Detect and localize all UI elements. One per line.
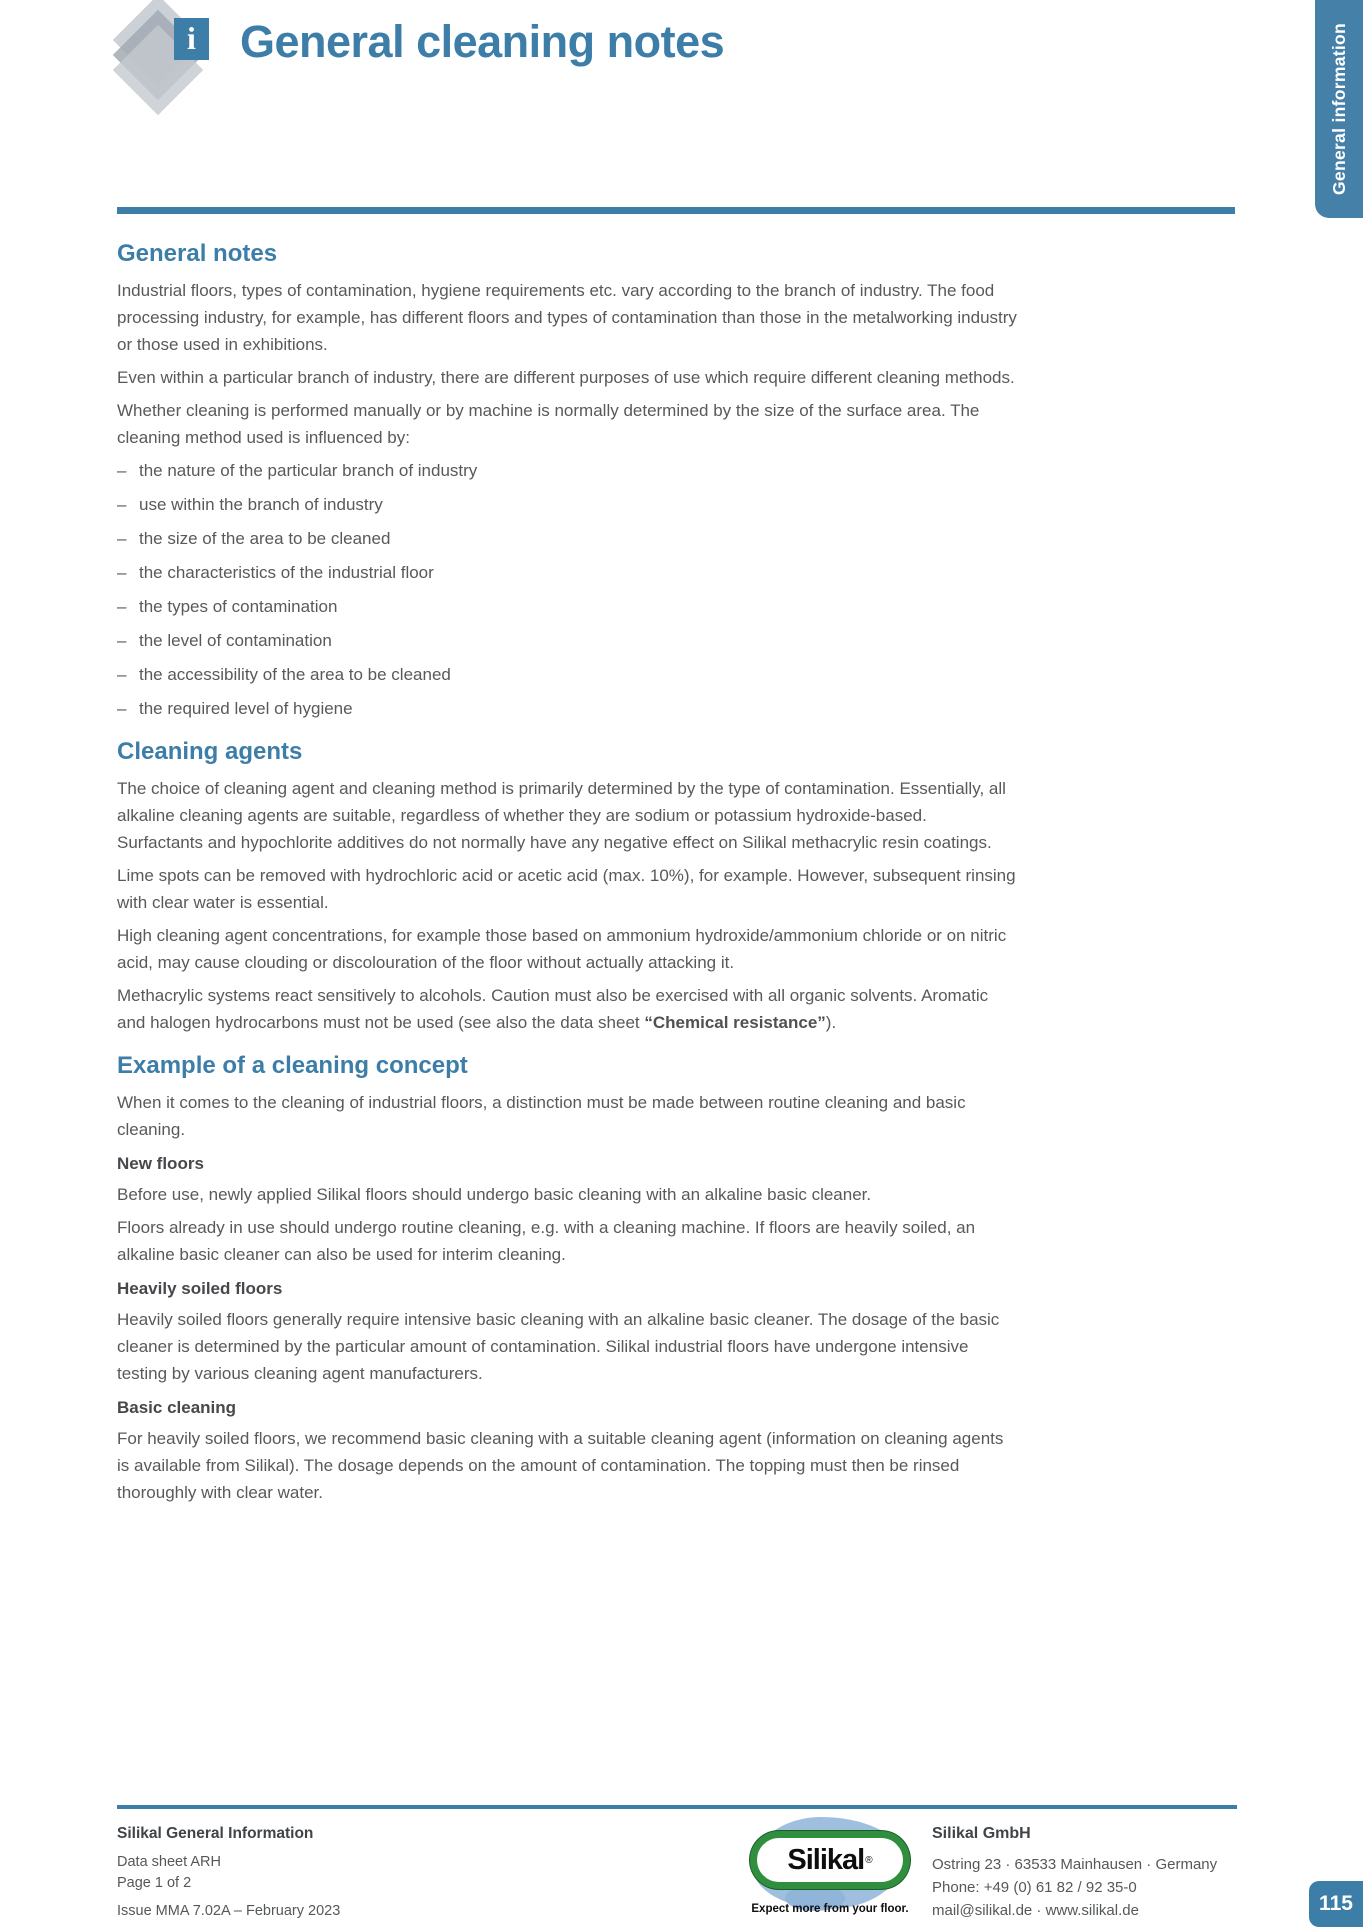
silikal-logo-pill bbox=[750, 1831, 910, 1889]
info-icon bbox=[174, 18, 209, 60]
list-item bbox=[117, 525, 1017, 552]
footer-doc-title: Silikal General Information bbox=[117, 1825, 314, 1842]
company-address: Ostring 23 · 63533 Mainhausen · Germany bbox=[932, 1856, 1218, 1873]
list-item bbox=[117, 627, 1017, 654]
footer-issue: Issue MMA 7.02A – February 2023 bbox=[117, 1903, 341, 1919]
info-glyph: i bbox=[187, 20, 196, 56]
dash-marker: – bbox=[117, 665, 127, 684]
bullet-list bbox=[117, 457, 1235, 722]
silikal-logo bbox=[745, 1815, 915, 1915]
dash-marker: – bbox=[117, 495, 127, 514]
dash-marker: – bbox=[117, 529, 127, 548]
list-item bbox=[117, 559, 1017, 586]
subheading-basic-cleaning: Basic cleaning bbox=[117, 1398, 237, 1417]
dash-marker: – bbox=[117, 461, 127, 480]
paragraph: Heavily soiled floors generally require intensive basic cleaning with an alkaline basic cleaner. The dosage of the basic cleaner is determined by the particular amount of contamination. Silikal industrial floors have undergone intensive testing by various cleaning agent manufacturers. bbox=[117, 1310, 1000, 1383]
footer-page-count: Page 1 of 2 bbox=[117, 1875, 192, 1891]
list-item-text: the level of contamination bbox=[139, 631, 332, 650]
list-item-text: the size of the area to be cleaned bbox=[139, 529, 391, 548]
list-item-text: the required level of hygiene bbox=[139, 699, 353, 718]
list-item bbox=[117, 661, 1017, 688]
section-heading-cleaning-agents: Cleaning agents bbox=[117, 738, 303, 765]
header-divider bbox=[117, 207, 1235, 214]
dash-marker: – bbox=[117, 597, 127, 616]
section-tab-label: General information bbox=[1328, 23, 1349, 195]
paragraph: When it comes to the cleaning of industrial floors, a distinction must be made between routine cleaning and basic cleaning. bbox=[117, 1093, 966, 1139]
paragraph: Whether cleaning is performed manually or by machine is normally determined by the size of the surface area. The cleaning method used is influenced by: bbox=[117, 401, 980, 447]
silikal-logo-text: Silikal bbox=[787, 1843, 865, 1876]
bold-reference: “Chemical resistance” bbox=[644, 1013, 826, 1032]
paragraph-text: ). bbox=[825, 1013, 837, 1032]
paragraph: Lime spots can be removed with hydrochloric acid or acetic acid (max. 10%), for example. However, subsequent rinsing with clear water is essential. bbox=[117, 866, 1016, 912]
list-item-text: use within the branch of industry bbox=[139, 495, 383, 514]
page-number-badge: 115 bbox=[1309, 1881, 1363, 1927]
list-item-text: the types of contamination bbox=[139, 597, 338, 616]
footer-datasheet: Data sheet ARH bbox=[117, 1854, 221, 1870]
company-name: Silikal GmbH bbox=[932, 1825, 1031, 1842]
list-item bbox=[117, 695, 1017, 722]
subheading-heavily-soiled-floors: Heavily soiled floors bbox=[117, 1279, 283, 1298]
section-heading-cleaning-concept: Example of a cleaning concept bbox=[117, 1052, 468, 1079]
dash-marker: – bbox=[117, 699, 127, 718]
footer-divider bbox=[117, 1805, 1237, 1809]
dash-marker: – bbox=[117, 631, 127, 650]
paragraph-text: Methacrylic systems react sensitively to alcohols. Caution must also be exercised with all organic solvents. Aromatic and halogen hydrocarbons must not be used (see also the data sheet bbox=[117, 986, 989, 1032]
subheading-new-floors: New floors bbox=[117, 1154, 204, 1173]
company-phone: Phone: +49 (0) 61 82 / 92 35-0 bbox=[932, 1879, 1137, 1896]
list-item bbox=[117, 593, 1017, 620]
paragraph: Floors already in use should undergo routine cleaning, e.g. with a cleaning machine. If floors are heavily soiled, an alkaline basic cleaner can also be used for interim cleaning. bbox=[117, 1218, 976, 1264]
company-web: mail@silikal.de · www.silikal.de bbox=[932, 1902, 1139, 1919]
section-tab-general-information bbox=[1315, 0, 1363, 218]
dash-marker: – bbox=[117, 563, 127, 582]
list-item-text: the accessibility of the area to be cleaned bbox=[139, 665, 451, 684]
paragraph: The choice of cleaning agent and cleaning method is primarily determined by the type of contamination. Essentially, all alkaline cleaning agents are suitable, regardless of whether they are sodium or potassium hydroxide-based. Surfactants and hypochlorite additives do not normally have any negative effect on Silikal methacrylic resin coatings. bbox=[117, 779, 1006, 852]
list-item-text: the nature of the particular branch of industry bbox=[139, 461, 478, 480]
paragraph: High cleaning agent concentrations, for example those based on ammonium hydroxide/ammonium chloride or on nitric acid, may cause clouding or discolouration of the floor without actually attacking it. bbox=[117, 926, 1007, 972]
logo-tagline: Expect more from your floor. bbox=[751, 1903, 909, 1915]
footer-meta bbox=[117, 1825, 340, 1922]
list-item-text: the characteristics of the industrial floor bbox=[139, 563, 434, 582]
company-info bbox=[932, 1825, 1217, 1922]
section-heading-general-notes: General notes bbox=[117, 240, 278, 267]
info-layers-icon bbox=[98, 6, 220, 114]
list-item bbox=[117, 457, 1017, 484]
paragraph bbox=[117, 982, 1017, 1036]
registered-mark: ® bbox=[865, 1854, 873, 1866]
list-item bbox=[117, 491, 1017, 518]
page-title: General cleaning notes bbox=[240, 16, 725, 67]
paragraph: Even within a particular branch of industry, there are different purposes of use which require different cleaning methods. bbox=[117, 368, 1015, 387]
paragraph: Industrial floors, types of contamination, hygiene requirements etc. vary according to the branch of industry. The food processing industry, for example, has different floors and types of contamination than those in the metalworking industry or those used in exhibitions. bbox=[117, 281, 1017, 354]
main-content bbox=[117, 240, 1235, 1512]
paragraph: For heavily soiled floors, we recommend basic cleaning with a suitable cleaning agent (information on cleaning agents is available from Silikal). The dosage depends on the amount of contamination. The topping must then be rinsed thoroughly with clear water. bbox=[117, 1429, 1004, 1502]
paragraph: Before use, newly applied Silikal floors should undergo basic cleaning with an alkaline basic cleaner. bbox=[117, 1185, 872, 1204]
